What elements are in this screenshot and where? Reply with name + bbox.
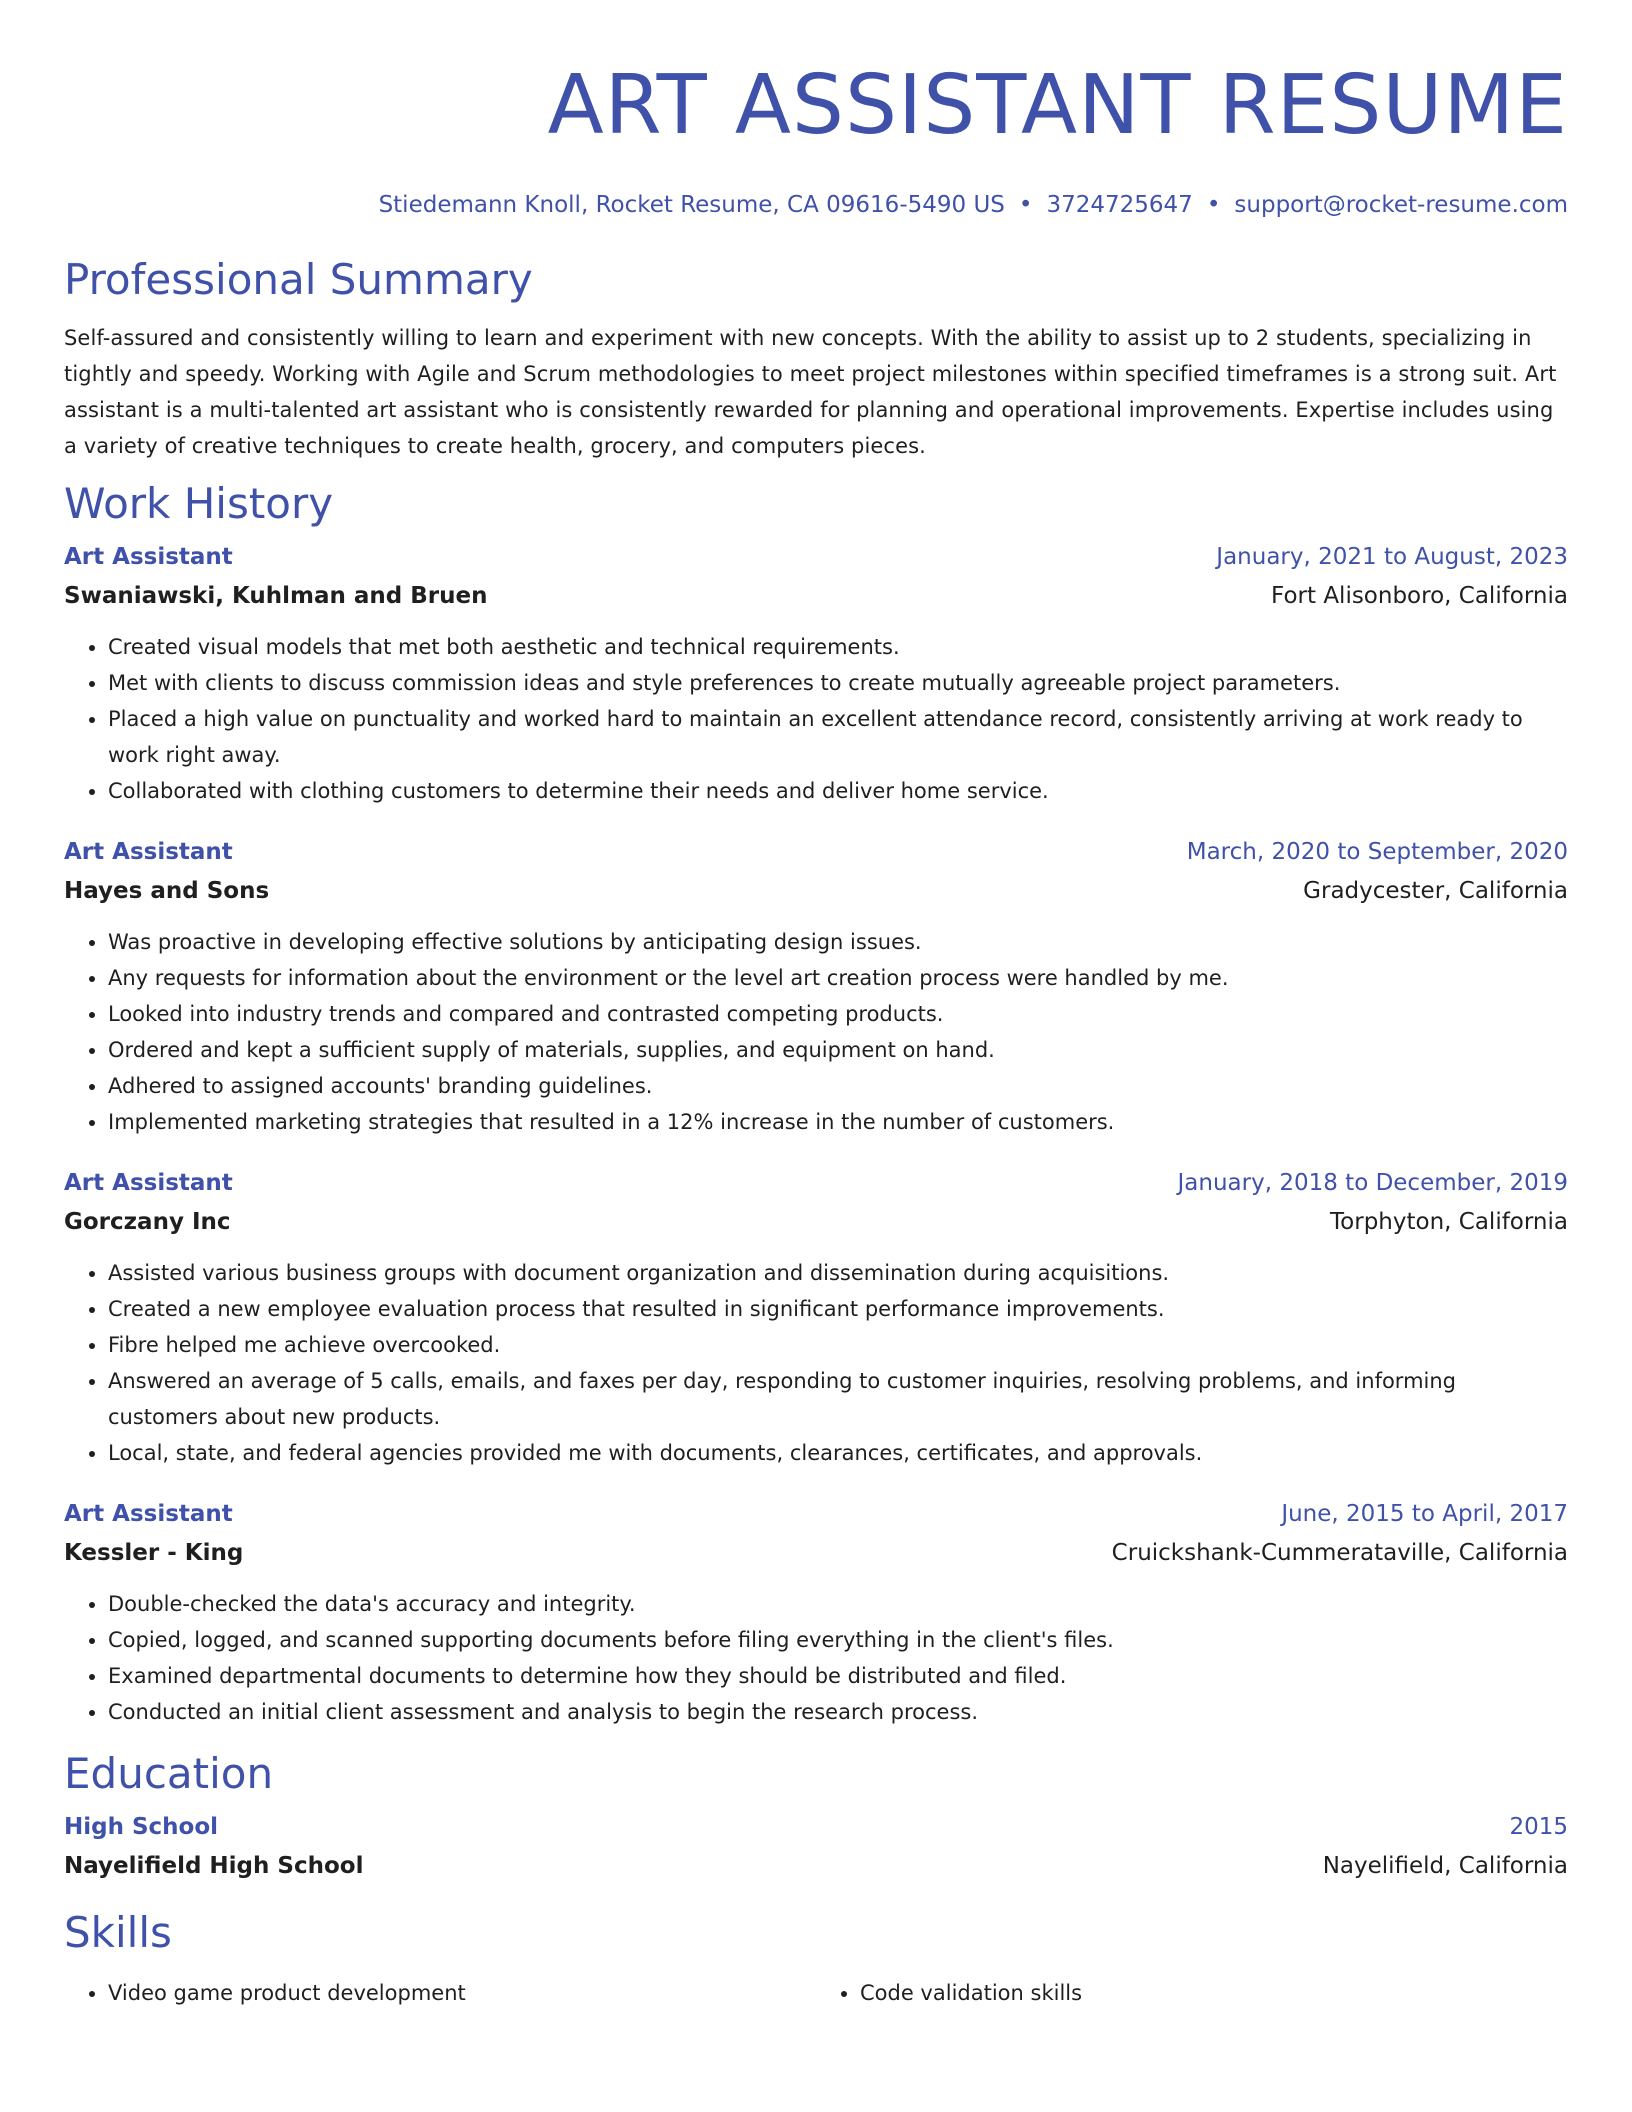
job-bullet: • Looked into industry trends and compared and contrasted competing products. [108, 996, 1568, 1032]
job-dates: June, 2015 to April, 2017 [1281, 1501, 1568, 1527]
job-company-row [64, 1207, 1568, 1237]
skills-list [64, 1975, 1568, 2011]
education-school-row [64, 1851, 1568, 1881]
job-location: Fort Alisonboro, California [1271, 583, 1568, 609]
contact-email[interactable]: support@rocket-resume.com [1234, 192, 1568, 218]
resume-page [64, 0, 1568, 2011]
job-bullet: • Conducted an initial client assessment and analysis to begin the research process. [108, 1694, 1568, 1730]
work-history-heading: Work History [64, 479, 334, 528]
contact-address: Stiedemann Knoll, Rocket Resume, CA 09616-5490 US [378, 192, 1005, 218]
education-heading: Education [64, 1749, 274, 1798]
contact-phone: 3724725647 [1046, 192, 1193, 218]
job-title-row [64, 837, 1568, 867]
job-entry [64, 837, 1568, 1140]
job-bullet: • Met with clients to discuss commission ideas and style preferences to create mutually agreeable project parameters. [108, 665, 1568, 701]
skill-item: • Code validation skills [860, 1975, 1568, 2011]
job-company: Kessler - King [64, 1540, 244, 1566]
education-school: Nayelifield High School [64, 1853, 364, 1879]
job-entry [64, 1499, 1568, 1730]
job-role: Art Assistant [64, 544, 233, 570]
job-bullet: • Created visual models that met both aesthetic and technical requirements. [108, 629, 1568, 665]
contact-separator: • [1018, 192, 1033, 218]
resume-title: ART ASSISTANT RESUME [547, 58, 1568, 153]
job-location: Cruickshank-Cummerataville, California [1111, 1540, 1568, 1566]
job-company-row [64, 876, 1568, 906]
job-bullets [64, 924, 1568, 1140]
job-bullets [64, 1586, 1568, 1730]
job-location: Gradycester, California [1303, 878, 1568, 904]
job-bullet: • Created a new employee evaluation process that resulted in significant performance improvements. [108, 1291, 1568, 1327]
job-company: Gorczany Inc [64, 1209, 231, 1235]
education-year: 2015 [1509, 1814, 1568, 1840]
job-bullets [64, 629, 1568, 809]
job-bullet: • Answered an average of 5 calls, emails, and faxes per day, responding to customer inquiries, resolving problems, and informing customers about new products. [108, 1363, 1568, 1435]
job-role: Art Assistant [64, 1501, 233, 1527]
summary-text: Self-assured and consistently willing to learn and experiment with new concepts. With the ability to assist up to 2 students, specializing in tightly and speedy. Working with Agile and Scrum methodologies to meet project milestones within specified timeframes is a strong suit. Art assistant is a multi-talented art assistant who is consistently rewarded for planning and operational improvements. Expertise includes using a variety of creative techniques to create health, grocery, and computers pieces. [64, 326, 1557, 458]
job-title-row [64, 1499, 1568, 1529]
job-bullet: • Collaborated with clothing customers to determine their needs and deliver home service. [108, 773, 1568, 809]
job-entry [64, 542, 1568, 809]
skills-heading: Skills [64, 1908, 172, 1957]
education-entry [64, 1812, 1568, 1881]
job-dates: January, 2018 to December, 2019 [1177, 1170, 1568, 1196]
job-bullet: • Fibre helped me achieve overcooked. [108, 1327, 1568, 1363]
job-dates: January, 2021 to August, 2023 [1216, 544, 1568, 570]
skills-column-left [64, 1975, 816, 2011]
job-bullet: • Was proactive in developing effective solutions by anticipating design issues. [108, 924, 1568, 960]
job-bullet: • Adhered to assigned accounts' branding guidelines. [108, 1068, 1568, 1104]
job-bullet: • Copied, logged, and scanned supporting documents before filing everything in the client's files. [108, 1622, 1568, 1658]
job-role: Art Assistant [64, 839, 233, 865]
job-bullets [64, 1255, 1568, 1471]
job-title-row [64, 542, 1568, 572]
job-company-row [64, 581, 1568, 611]
job-dates: March, 2020 to September, 2020 [1186, 839, 1568, 865]
job-bullet: • Examined departmental documents to determine how they should be distributed and filed. [108, 1658, 1568, 1694]
job-company-row [64, 1538, 1568, 1568]
job-entry [64, 1168, 1568, 1471]
job-bullet: • Any requests for information about the environment or the level art creation process were handled by me. [108, 960, 1568, 996]
skills-column-right [816, 1975, 1568, 2011]
job-bullet: • Placed a high value on punctuality and worked hard to maintain an excellent attendance record, consistently arriving at work ready to work right away. [108, 701, 1568, 773]
job-location: Torphyton, California [1330, 1209, 1568, 1235]
job-bullet: • Ordered and kept a sufficient supply of materials, supplies, and equipment on hand. [108, 1032, 1568, 1068]
skill-item: • Video game product development [108, 1975, 816, 2011]
job-company: Swaniawski, Kuhlman and Bruen [64, 583, 488, 609]
job-bullet: • Assisted various business groups with document organization and dissemination during acquisitions. [108, 1255, 1568, 1291]
contact-separator: • [1206, 192, 1221, 218]
job-title-row [64, 1168, 1568, 1198]
job-bullet: • Local, state, and federal agencies provided me with documents, clearances, certificates, and approvals. [108, 1435, 1568, 1471]
job-role: Art Assistant [64, 1170, 233, 1196]
education-location: Nayelifield, California [1322, 1853, 1568, 1879]
work-history-list [64, 542, 1568, 1730]
summary-heading: Professional Summary [64, 255, 533, 304]
job-company: Hayes and Sons [64, 878, 270, 904]
contact-line [64, 190, 1568, 220]
education-row [64, 1812, 1568, 1842]
job-bullet: • Implemented marketing strategies that resulted in a 12% increase in the number of customers. [108, 1104, 1568, 1140]
education-degree: High School [64, 1814, 219, 1840]
job-bullet: • Double-checked the data's accuracy and integrity. [108, 1586, 1568, 1622]
